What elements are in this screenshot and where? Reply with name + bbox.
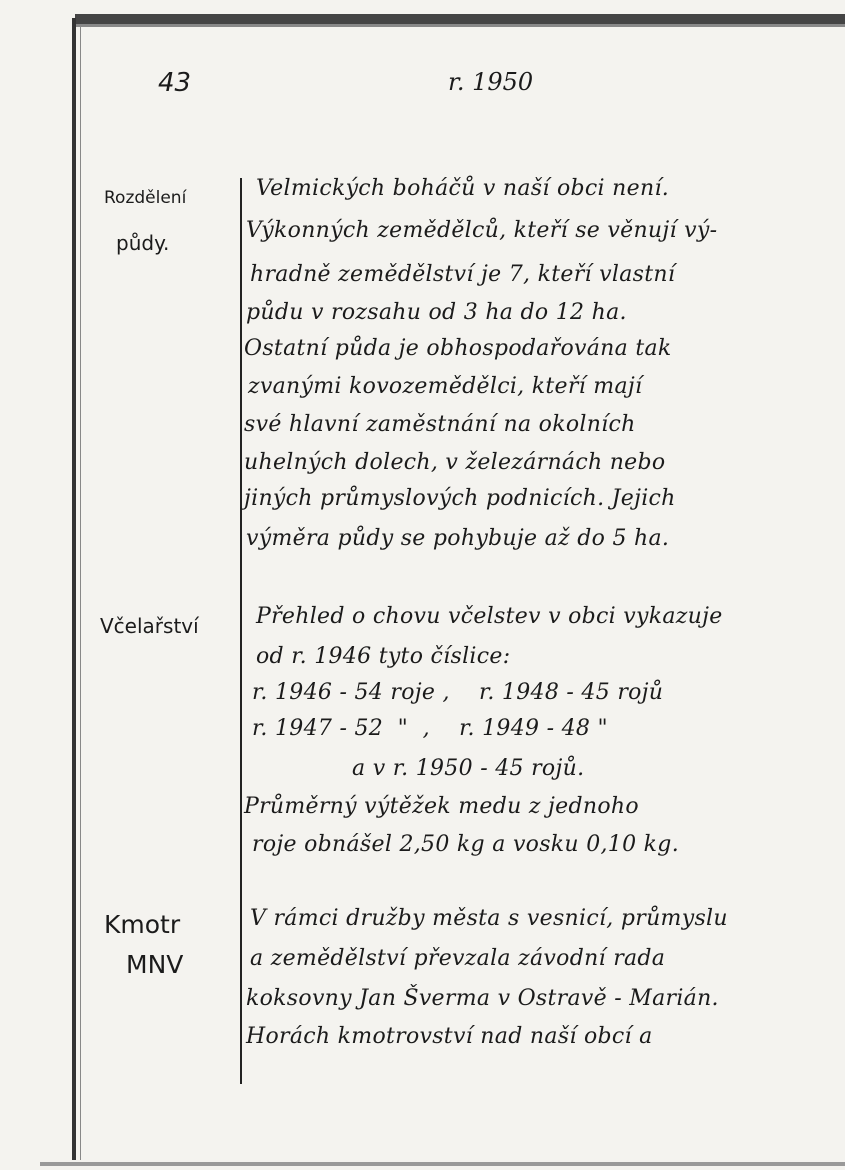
text-line: jiných průmyslových podnicích. Jejich [244,486,676,511]
text-line: své hlavní zaměstnání na okolních [244,412,636,437]
page-bottom-edge [40,1162,845,1166]
text-line: r. 1946 - 54 roje , r. 1948 - 45 rojů [252,680,664,705]
text-line: hradně zemědělství je 7, kteří vlastní [250,262,676,287]
text-line: Průměrný výtěžek medu z jednoho [244,794,639,819]
text-line: roje obnášel 2,50 kg a vosku 0,10 kg. [252,832,679,857]
page-number: 43 [158,68,192,98]
text-line: a v r. 1950 - 45 rojů. [352,756,585,781]
text-line: zvanými kovozemědělci, kteří mají [248,374,643,399]
text-line: koksovny Jan Šverma v Ostravě - Marián. [246,986,719,1011]
page-top-edge-shadow [75,24,845,27]
text-line: Přehled o chovu včelstev v obci vykazuje [256,604,723,629]
text-line: V rámci družby města s vesnicí, průmyslu [250,906,728,931]
text-line: půdu v rozsahu od 3 ha do 12 ha. [246,300,627,325]
section-label-land-2: půdy. [116,231,170,255]
margin-rule [240,178,242,1084]
text-line: r. 1947 - 52 " , r. 1949 - 48 " [252,716,608,741]
section-label-land: Rozdělení [104,188,187,208]
section-label-sponsor: Kmotr [104,910,181,939]
text-line: Výkonných zemědělců, kteří se věnují vý- [246,218,718,243]
text-line: uhelných dolech, v železárnách nebo [244,450,666,475]
text-line: Horách kmotrovství nad naší obcí a [246,1024,653,1049]
text-line: Ostatní půda je obhospodařována tak [244,336,672,361]
text-line: výměra půdy se pohybuje až do 5 ha. [246,526,670,551]
page-left-rule [80,26,81,1160]
year-header: r. 1950 [448,68,534,96]
text-line: od r. 1946 tyto číslice: [256,644,511,669]
page-left-binding [72,18,76,1160]
section-label-beekeeping: Včelařství [100,614,199,638]
text-line: Velmických boháčů v naší obci není. [256,176,670,201]
page-top-edge [75,14,845,24]
text-line: a zemědělství převzala závodní rada [250,946,666,971]
section-label-sponsor-2: MNV [126,950,184,979]
